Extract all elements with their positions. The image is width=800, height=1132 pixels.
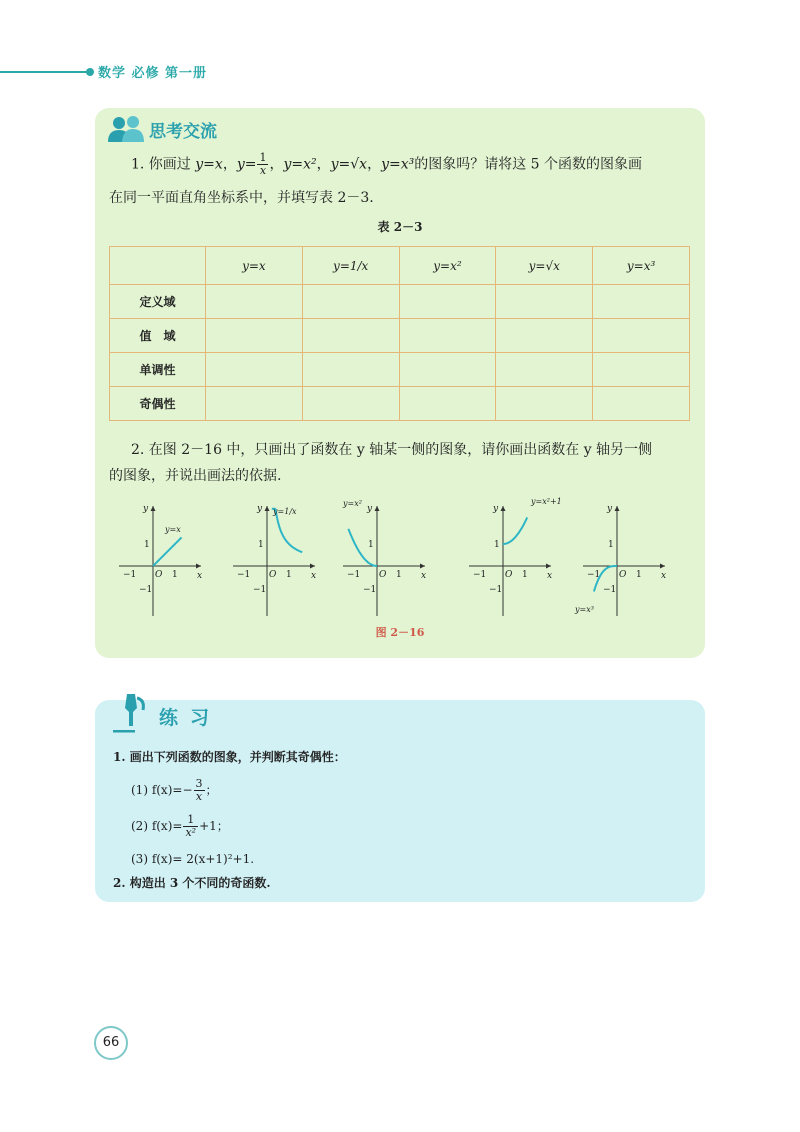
table-header-cell: y=x: [206, 247, 303, 285]
people-icon: [107, 114, 145, 144]
pen-icon: [113, 692, 149, 734]
table-row: [110, 353, 690, 387]
x-axis-arrow: [420, 564, 425, 569]
tick-label: −1: [603, 585, 617, 595]
row-label-domain: 定义域: [110, 285, 206, 319]
table-header-cell: y=x²: [399, 247, 496, 285]
origin-label: O: [155, 570, 163, 580]
tick-label: −1: [473, 570, 487, 580]
table-cell[interactable]: [399, 285, 496, 319]
practice-section-header: [113, 692, 221, 734]
practice-item-3: (3) f(x)= 2(x+1)²+1.: [131, 852, 255, 866]
q1-text-b: 的图象吗？请将这 5 个函数的图象画: [414, 156, 643, 173]
y-axis-arrow: [265, 506, 270, 511]
origin-label: O: [505, 570, 513, 580]
table-cell[interactable]: [496, 353, 593, 387]
table-cell[interactable]: [206, 353, 303, 387]
x-axis-arrow: [660, 564, 665, 569]
table-cell[interactable]: [302, 353, 399, 387]
practice-box: [95, 700, 705, 902]
practice-item-1: [131, 778, 218, 803]
think-section-header: [107, 114, 217, 144]
table-cell[interactable]: [399, 387, 496, 421]
tick-label: −1: [123, 570, 137, 580]
x-axis-label: x: [421, 571, 427, 581]
x-axis-label: x: [197, 571, 203, 581]
x-axis-arrow: [546, 564, 551, 569]
fraction-1-over-x2: [183, 814, 198, 839]
table-header-cell: [110, 247, 206, 285]
row-label-monotonicity: 单调性: [110, 353, 206, 387]
origin-label: O: [379, 570, 387, 580]
frac-den: x: [259, 164, 267, 177]
function-curve: [153, 537, 182, 566]
curve-label: y=x²+1: [531, 497, 562, 506]
table-cell[interactable]: [593, 285, 690, 319]
y-axis-arrow: [375, 506, 380, 511]
func-y-x3: y=x³: [381, 156, 415, 173]
question-1-line-2: 在同一平面直角坐标系中，并填写表 2－3.: [109, 190, 374, 206]
y-axis-label: y: [493, 504, 499, 514]
tick-label: −1: [253, 585, 267, 595]
table-cell[interactable]: [496, 285, 593, 319]
header-dot: [86, 68, 94, 76]
frac-num: 1: [259, 151, 267, 164]
func-y-x: y=x: [195, 156, 223, 173]
x-axis-arrow: [196, 564, 201, 569]
question-2-line-1: 2. 在图 2－16 中，只画出了函数在 y 轴某一侧的图象，请你画出函数在 y 轴另一侧: [131, 442, 653, 458]
fraction-1-over-x: [257, 152, 268, 177]
think-discuss-box: [95, 108, 705, 658]
y-axis-arrow: [151, 506, 156, 511]
table-header-row: [110, 247, 690, 285]
func-y-inv-prefix: y=: [236, 156, 257, 173]
curve-label: y=x³: [575, 605, 594, 614]
x-axis-arrow: [310, 564, 315, 569]
function-curve: [503, 517, 527, 544]
running-header: [0, 62, 400, 82]
table-cell[interactable]: [399, 319, 496, 353]
table-cell[interactable]: [593, 353, 690, 387]
page-number: 66: [94, 1026, 128, 1060]
origin-label: O: [269, 570, 277, 580]
tick-label: 1: [396, 570, 402, 580]
tick-label: −1: [587, 570, 601, 580]
book-title: 数学 必修 第一册: [98, 66, 208, 81]
tick-label: 1: [494, 540, 500, 550]
table-cell[interactable]: [206, 387, 303, 421]
figure-2-16: [95, 486, 705, 636]
curve-label: y=x: [165, 525, 181, 534]
tick-label: 1: [368, 540, 374, 550]
x-axis-label: x: [661, 571, 667, 581]
frac-num: 3: [195, 777, 203, 790]
y-axis-arrow: [501, 506, 506, 511]
table-cell[interactable]: [206, 285, 303, 319]
table-header-cell: y=√x: [496, 247, 593, 285]
table-cell[interactable]: [302, 285, 399, 319]
tick-label: 1: [636, 570, 642, 580]
question-2-line-2: 的图象，并说出画法的依据.: [109, 468, 282, 484]
table-cell[interactable]: [399, 353, 496, 387]
table-cell[interactable]: [302, 319, 399, 353]
item-1-suffix: ；: [205, 783, 218, 797]
tick-label: 1: [608, 540, 614, 550]
frac-den: x: [195, 790, 203, 803]
frac-den: x²: [185, 826, 197, 839]
practice-section-title: 练习: [159, 707, 222, 729]
figure-caption: 图 2－16: [375, 626, 425, 639]
curve-label: y=x²: [343, 499, 362, 508]
tick-label: −1: [237, 570, 251, 580]
tick-label: −1: [347, 570, 361, 580]
x-axis-label: x: [311, 571, 317, 581]
y-axis-label: y: [607, 504, 613, 514]
table-caption: 表 2－3: [377, 220, 423, 234]
table-header-cell: y=1/x: [302, 247, 399, 285]
table-cell[interactable]: [206, 319, 303, 353]
tick-label: 1: [522, 570, 528, 580]
practice-question-2: 2. 构造出 3 个不同的奇函数.: [113, 876, 271, 890]
table-cell[interactable]: [496, 319, 593, 353]
practice-item-2: [131, 814, 229, 839]
think-section-title: 思考交流: [149, 121, 217, 142]
y-axis-arrow: [615, 506, 620, 511]
header-rule: [0, 71, 88, 73]
table-cell[interactable]: [496, 387, 593, 421]
origin-label: O: [619, 570, 627, 580]
row-label-range: 值 域: [110, 319, 206, 353]
tick-label: −1: [139, 585, 153, 595]
tick-label: 1: [144, 540, 150, 550]
row-label-parity: 奇偶性: [110, 387, 206, 421]
table-row: [110, 319, 690, 353]
tick-label: 1: [172, 570, 178, 580]
function-properties-table: [109, 246, 690, 421]
table-header-cell: y=x³: [593, 247, 690, 285]
x-axis-label: x: [547, 571, 553, 581]
practice-question-1: 1. 画出下列函数的图象，并判断其奇偶性：: [113, 750, 346, 764]
tick-label: −1: [363, 585, 377, 595]
frac-num: 1: [183, 814, 198, 827]
y-axis-label: y: [367, 504, 373, 514]
table-cell[interactable]: [593, 387, 690, 421]
item-2-expr: (2) f(x)=: [131, 819, 183, 833]
func-y-x2: y=x²: [283, 156, 317, 173]
table-cell[interactable]: [593, 319, 690, 353]
fraction-3-over-x: [194, 778, 205, 803]
tick-label: 1: [286, 570, 292, 580]
item-2-suffix: +1；: [199, 819, 229, 833]
tick-label: −1: [489, 585, 503, 595]
question-1-line-1: 1. 你画过 y=x，y= $\frac{1}{x}$ ，y=x²，y=√x，y=x³的图象吗？请将这 5 个函数的图象画: [131, 151, 643, 177]
y-axis-label: y: [143, 504, 149, 514]
table-row: [110, 285, 690, 319]
table-cell[interactable]: [302, 387, 399, 421]
item-1-expr: (1) f(x)=−: [131, 783, 193, 797]
func-y-sqrt: y=√x: [330, 156, 368, 173]
table-row: [110, 387, 690, 421]
q1-text-a: 1. 你画过: [131, 156, 191, 173]
tick-label: 1: [258, 540, 264, 550]
y-axis-label: y: [257, 504, 263, 514]
curve-label: y=1/x: [273, 507, 297, 516]
